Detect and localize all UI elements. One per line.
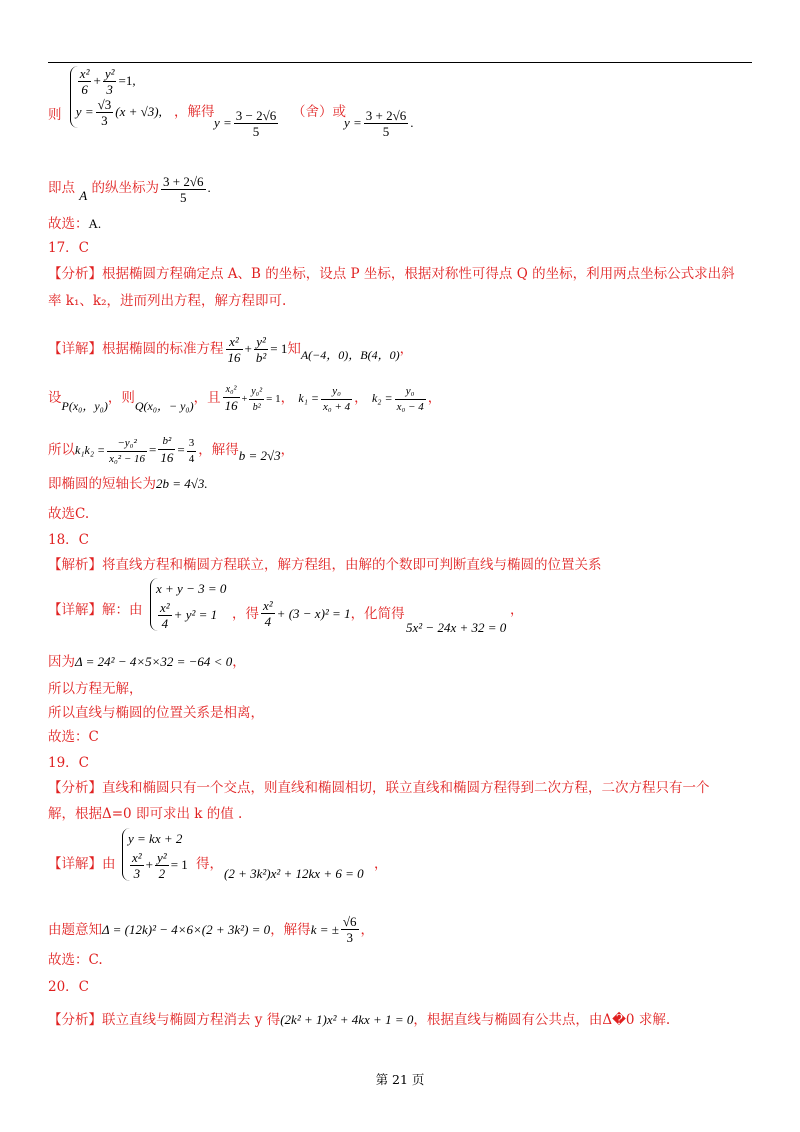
q18-line2: 所以直线与椭圆的位置关系是相离， <box>48 705 264 721</box>
q17-number: 17．C <box>48 240 90 256</box>
q19-analysis: 【分析】直线和椭圆只有一个交点，则直线和椭圆相切，联立直线和椭圆方程得到二次方程，二次方程只有一个 <box>48 780 710 796</box>
q17-analysis-2: 率 k₁、k₂，进而列出方程，解方程即可. <box>48 293 287 309</box>
fraction: $\frac{\text{x²}}{6}$ <box>79 66 90 97</box>
q16-y2: y = $\frac{3 + 2√6}{5}$ . <box>344 108 414 139</box>
q19-detail-label: 【详解】由 <box>48 856 116 872</box>
q17-analysis: 【分析】根据椭圆方程确定点 A、B 的坐标，设点 P 坐标，根据对称性可得点 Q 的坐标，利用两点坐标公式求出斜 <box>48 266 735 282</box>
q16-answer-line: 即点 A 的纵坐标为 $\frac{3 + 2√6}{5}$ . <box>48 174 211 205</box>
q17-detail: 【详解】根据椭圆的标准方程 $\frac{\text{x²}}{16}$ + $\frac{\text{y²}}{\text{b²}}$ = 1知A(−4，0)，B(4，0)， <box>48 334 414 365</box>
fraction: $\frac{√3}{3}$ <box>97 97 112 128</box>
q18-discriminant: 因为Δ = 24² − 4×5×32 = −64 < 0， <box>48 654 246 670</box>
q17-short-axis: 即椭圆的短轴长为2b = 4√3. <box>48 476 208 492</box>
q16-choice: 故选：A. <box>48 216 102 232</box>
q18-comma: ， <box>510 602 524 618</box>
equation-system: $\frac{\text{x²}}{6}$ + $\frac{\text{y²}}{3}$ =1, y = $\frac{√3}{3}$ (x + √3), <box>70 66 162 128</box>
q16-reject-text: （舍）或 <box>292 104 346 120</box>
q19-analysis-2: 解，根据Δ=0 即可求出 k 的值 . <box>48 806 243 822</box>
q19-system: y = kx + 2 $\frac{\text{x²}}{3}$ + $\frac{\text{y²}}{2}$ = 1 <box>118 828 192 881</box>
q19-comma: ， <box>374 856 388 872</box>
q17-choice: 故选C. <box>48 506 90 522</box>
q17-setup: 设P(x₀，y₀)，则Q(x₀，− y₀)，且 $\frac{\text{x₀²}}{16}$ + $\frac{\text{y₀²}}{\text{b²}}$ = 1， k₁ = $\frac{\text{y₀}}{\text{x₀ + 4}}$ ， k₂ = $\frac{\text{y₀}}{\text{x₀ − 4}}$ ， <box>48 384 442 413</box>
text-ze: 则 <box>48 106 62 123</box>
q19-number: 19．C <box>48 755 90 771</box>
q18-number: 18．C <box>48 532 90 548</box>
q18-analysis: 【解析】将直线方程和椭圆方程联立，解方程组，由解的个数即可判断直线与椭圆的位置关系 <box>48 557 602 573</box>
q18-simplified: 5x² − 24x + 32 = 0 <box>406 620 507 635</box>
q18-substitute: ，得 $\frac{\text{x²}}{4}$ + (3 − x)² = 1，化简得 <box>232 598 405 629</box>
q19-discriminant: 由题意知Δ = (12k)² − 4×6×(2 + 3k²) = 0，解得k = ± $\frac{√6}{3}$ ， <box>48 914 375 945</box>
q18-line1: 所以方程无解， <box>48 681 143 697</box>
q18-choice: 故选：C <box>48 729 99 745</box>
q19-quadratic: (2 + 3k²)x² + 12kx + 6 = 0 <box>224 866 364 881</box>
q18-detail-label: 【详解】解：由 <box>48 602 143 618</box>
q17-product: 所以k₁k₂ = $\frac{\text{−y₀²}}{\text{x₀² − 16}}$ = $\frac{\text{b²}}{16}$ = $\frac{3}{4}$ ，解得b = 2√3， <box>48 435 295 465</box>
q16-system-line <box>48 66 166 128</box>
q19-choice: 故选：C. <box>48 952 103 968</box>
q19-de: 得， <box>196 856 223 872</box>
page-footer: 第 21 页 <box>375 1072 425 1087</box>
q18-system: x + y − 3 = 0 $\frac{\text{x²}}{4}$ + y² = 1 <box>146 578 230 631</box>
q20-analysis: 【分析】联立直线与椭圆方程消去 y 得(2k² + 1)x² + 4kx + 1 = 0，根据直线与椭圆有公共点，由Δ�0 求解. <box>48 1012 671 1028</box>
fraction: $\frac{\text{y²}}{3}$ <box>104 66 115 97</box>
q20-number: 20．C <box>48 979 90 995</box>
top-rule <box>48 62 752 63</box>
q16-y1: y = $\frac{3 - 2√6}{5}$ <box>214 108 277 139</box>
q16-solve-text: ，解得 <box>174 104 215 120</box>
